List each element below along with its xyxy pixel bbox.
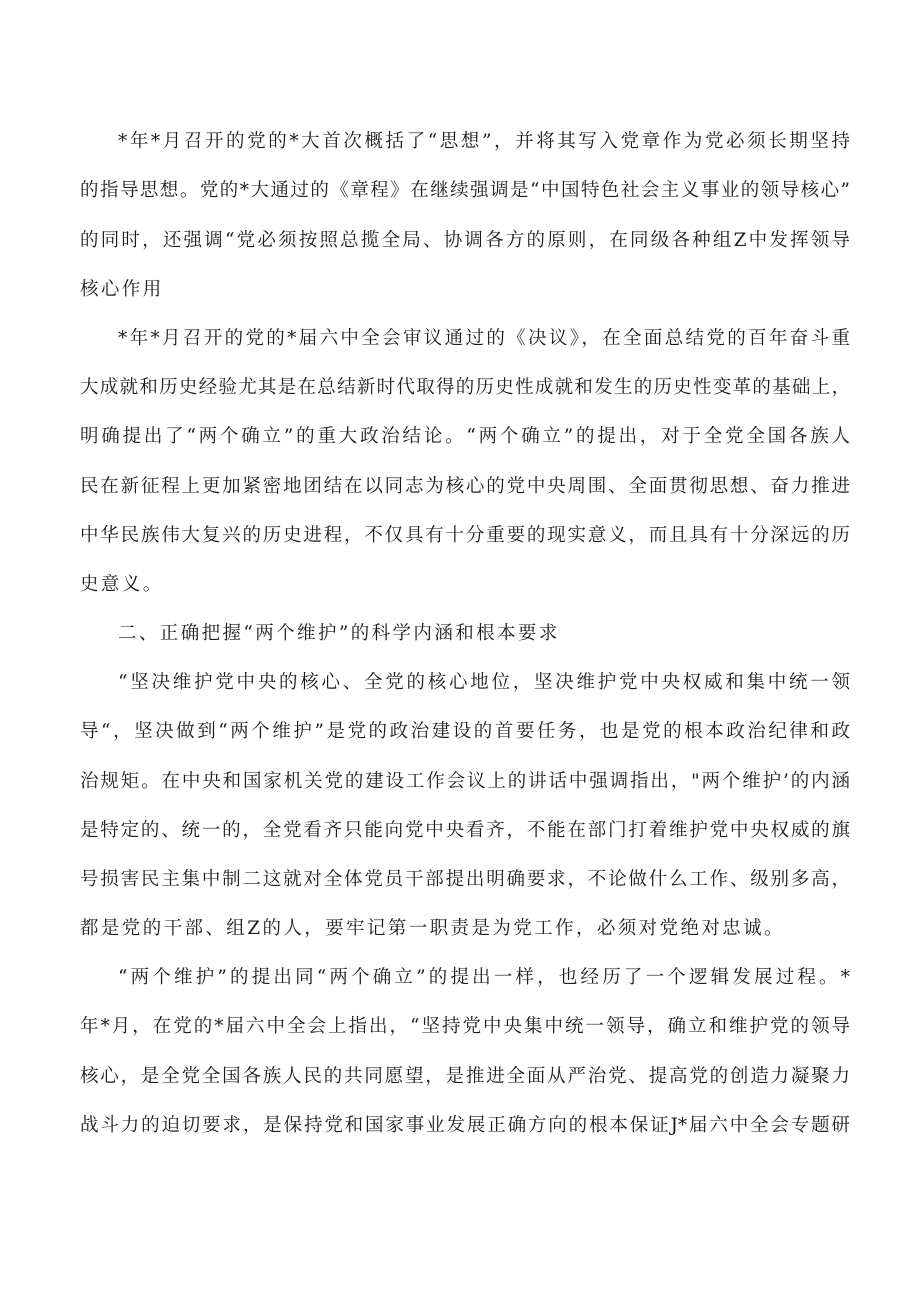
paragraph-4-line-4: 战斗力的迫切要求，是保持党和国家事业发展正确方向的根本保证J*届六中全会专题研 (80, 1115, 850, 1136)
paragraph-3-line-1: “坚决维护党中央的核心、全党的核心地位，坚决维护党中央权威和集中统一领 (118, 672, 850, 693)
paragraph-3-line-5: 号损害民主集中制二这就对全体党员干部提出明确要求，不论做什么工作、级别多高， (80, 869, 850, 890)
paragraph-1-line-4: 核心作用 (80, 279, 164, 300)
paragraph-2-line-3: 明确提出了“两个确立”的重大政治结论。“两个确立”的提出，对于全党全国各族人 (80, 426, 850, 447)
paragraph-3-line-3: 治规矩。在中央和国家机关党的建设工作会议上的讲话中强调指出，"两个维护’的内涵 (80, 771, 850, 792)
paragraph-4-line-1: “两个维护”的提出同“两个确立”的提出一样，也经历了一个逻辑发展过程。* (118, 967, 850, 988)
paragraph-3-line-4: 是特定的、统一的，全党看齐只能向党中央看齐，不能在部门打着维护党中央权威的旗 (80, 820, 850, 841)
paragraph-3-line-2: 导“，坚决做到“两个维护”是党的政治建设的首要任务，也是党的根本政治纪律和政 (80, 721, 850, 742)
paragraph-4-line-3: 核心，是全党全国各族人民的共同愿望，是推进全面从严治党、提高党的创造力凝聚力 (80, 1066, 850, 1087)
paragraph-4-line-2: 年*月，在党的*届六中全会上指出，“坚持党中央集中统一领导，确立和维护党的领导 (80, 1016, 850, 1037)
paragraph-2-line-6: 史意义。 (80, 574, 164, 595)
paragraph-1-line-3: 的同时，还强调“党必须按照总揽全局、协调各方的原则，在同级各种组Z中发挥领导 (80, 230, 850, 251)
paragraph-1-line-2: 的指导思想。党的*大通过的《章程》在继续强调是“中国特色社会主义事业的领导核心” (80, 180, 850, 201)
paragraph-1-line-1: *年*月召开的党的*大首次概括了“思想”，并将其写入党章作为党必须长期坚持 (118, 131, 850, 152)
paragraph-2-line-1: *年*月召开的党的*届六中全会审议通过的《决议》，在全面总结党的百年奋斗重 (118, 328, 850, 349)
paragraph-2-line-2: 大成就和历史经验尤其是在总结新时代取得的历史性成就和发生的历史性变革的基础上， (80, 377, 850, 398)
section-heading: 二、正确把握“两个维护”的科学内涵和根本要求 (118, 623, 560, 644)
paragraph-3-line-6: 都是党的干部、组Z的人，要牢记第一职责是为党工作，必须对党绝对忠诚。 (80, 918, 785, 939)
paragraph-2-line-4: 民在新征程上更加紧密地团结在以同志为核心的党中央周围、全面贯彻思想、奋力推进 (80, 476, 850, 497)
paragraph-2-line-5: 中华民族伟大复兴的历史进程，不仅具有十分重要的现实意义，而且具有十分深远的历 (80, 525, 850, 546)
